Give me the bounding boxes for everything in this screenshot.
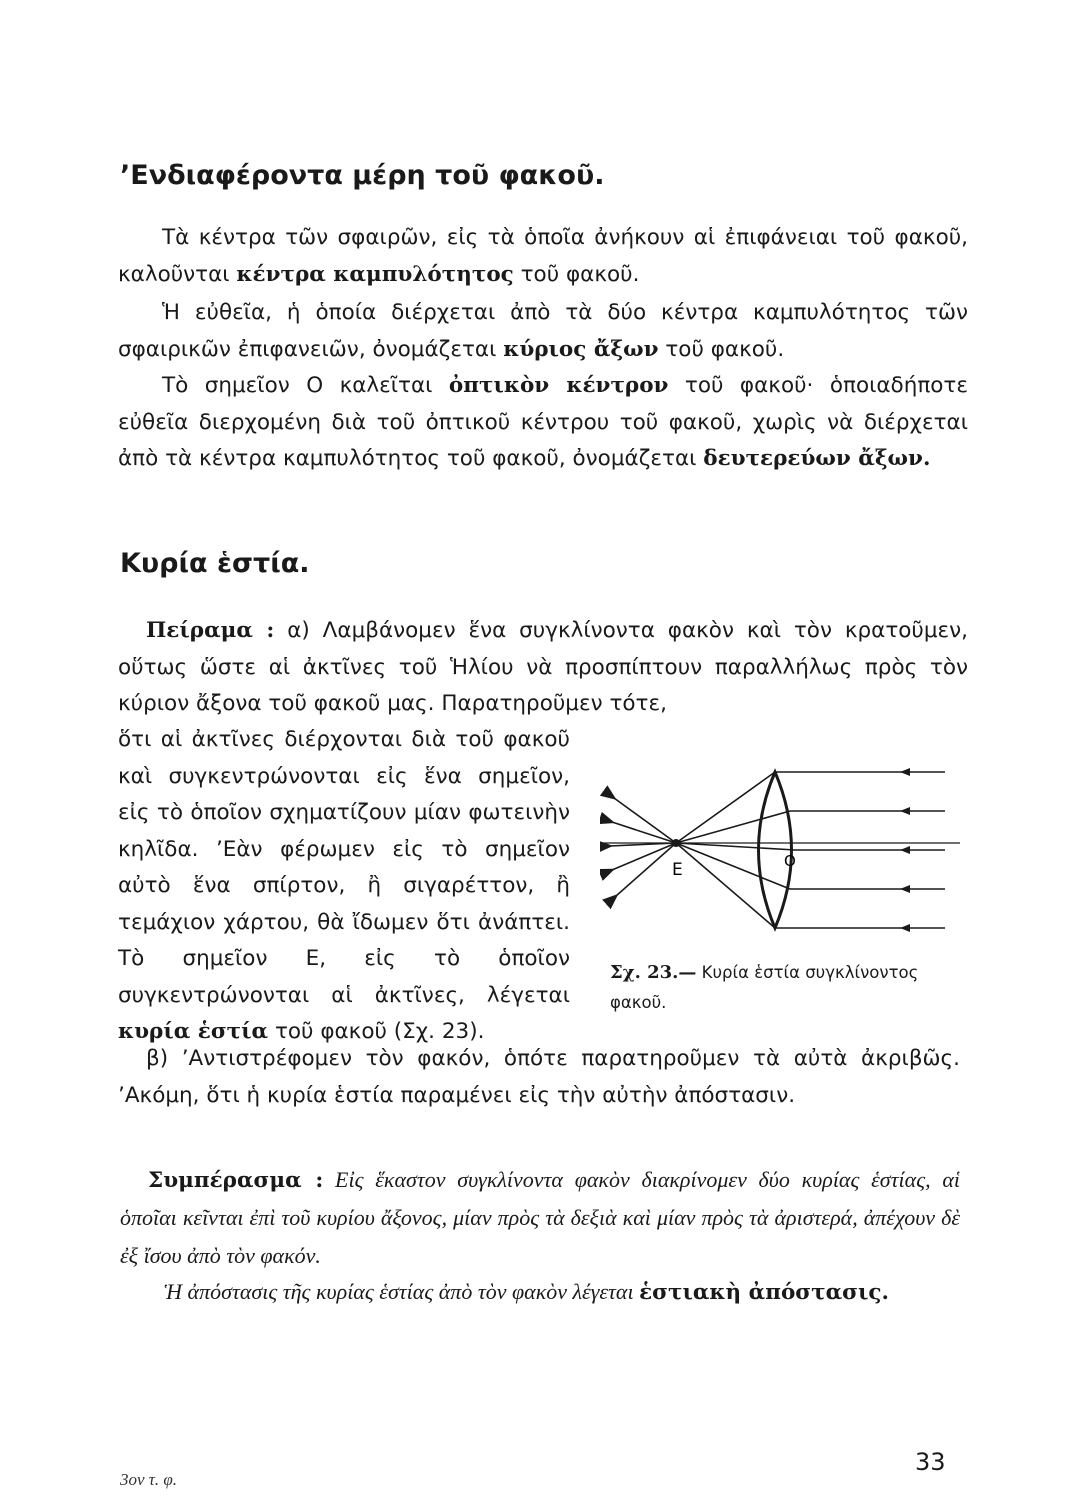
heading-principal-focus: Κυρία ἑστία.	[120, 548, 310, 579]
text: α) Λαμβάνομεν ἕνα συγκλίνοντα φακὸν καὶ τὸν κρατοῦμεν, οὕτως ὥστε αἱ ἀκτῖνες τοῦ Ἡλίου νὰ προσπίπτουν παραλλήλως πρὸς τὸν κύριον ἄξονα τοῦ φακοῦ μας. Παρατηροῦμεν τότε,	[118, 618, 968, 716]
footer-signature: 3ον τ. φ.	[120, 1470, 178, 1489]
text: Τὸ σημεῖον Ο καλεῖται	[162, 373, 449, 398]
text: τοῦ φακοῦ.	[658, 336, 785, 362]
arrow-icon	[900, 846, 910, 854]
paragraph-curvature-centers	[118, 220, 968, 293]
arrow-icon	[900, 885, 910, 893]
text: τοῦ φακοῦ· ὁποιαδήποτε εὐθεῖα διερχομένη διὰ τοῦ ὀπτικοῦ κέντρου τοῦ φακοῦ, χωρὶς νὰ διέρχεται ἀπὸ τὰ κέντρα καμπυλότητος τοῦ φακοῦ, ὀνομάζεται	[118, 373, 968, 471]
ray	[676, 811, 790, 843]
focus-point	[672, 839, 680, 847]
ray	[616, 843, 676, 896]
caption-number: Σχ. 23.—	[610, 962, 697, 983]
paragraph-principal-axis	[118, 295, 968, 368]
experiment-label: Πείραμα :	[146, 618, 275, 643]
text: Ἡ ἀπόστασις τῆς κυρίας ἑστίας ἀπὸ τὸν φακὸν λέγεται	[164, 1279, 640, 1304]
paragraph-conclusion	[120, 1161, 960, 1275]
page-number: 33	[915, 1448, 946, 1476]
text: Ἡ εὐθεῖα, ἡ ὁποία διέρχεται ἀπὸ τὰ δύο κέντρα καμπυλότητος τῶν σφαιρικῶν ἐπιφανειῶν, ὀνομάζεται	[118, 300, 968, 362]
text: β) ’Αντιστρέφομεν τὸν φακόν, ὁπότε παρατηροῦμεν τὰ αὐτὰ ἀκριβῶς. ’Ακόμη, ὅτι ἡ κυρία ἑστία παραμένει εἰς τὴν αὐτὴν ἀπόστασιν.	[118, 1046, 960, 1108]
ray	[676, 843, 790, 889]
text: ὅτι αἱ ἀκτῖνες διέρχονται διὰ τοῦ φακοῦ καὶ συγκεντρώνονται εἰς ἕνα σημεῖον, εἰς τὸ ὁποῖον σχηματίζουν μίαν φωτεινὴν κηλῖδα. ’Εὰν φέρωμεν εἰς τὸ σημεῖον αὐτὸ ἕνα σπίρτον, ἢ σιγαρέττον, ἢ τεμάχιον χάρτου, θὰ ἴδωμεν ὅτι ἀνάπτει. Τὸ σημεῖον Ε, εἰς τὸ ὁποῖον συγκεντρώνονται αἱ ἀκτῖνες, λέγεται	[118, 727, 570, 1008]
arrow-icon	[900, 807, 910, 815]
figure-caption	[610, 958, 970, 1018]
ray	[614, 798, 676, 843]
term-principal-axis: κύριος ἄξων	[503, 336, 659, 362]
arrow-icon	[900, 768, 910, 776]
paragraph-optical-center	[118, 368, 968, 478]
ray	[612, 822, 676, 843]
conclusion-label: Συμπέρασμα :	[148, 1168, 324, 1193]
paragraph-focal-length	[120, 1273, 960, 1311]
ray	[612, 843, 676, 870]
paragraph-experiment-cont	[118, 722, 570, 1051]
text: Τὰ κέντρα τῶν σφαιρῶν, εἰς τὰ ὁποῖα ἀνήκουν αἱ ἐπιφάνειαι τοῦ φακοῦ, καλοῦνται	[118, 225, 968, 287]
conclusion-text: Εἰς ἕκαστον συγκλίνοντα φακὸν διακρίνομεν δύο κυρίας ἑστίας, αἱ ὁποῖαι κεῖνται ἐπὶ τοῦ κυρίου ἄξονος, μίαν πρὸς τὰ δεξιὰ καὶ μίαν πρὸς τὰ ἀριστερά, ἀπέχουν δὲ ἐξ ἴσου ἀπὸ τὸν φακόν.	[120, 1167, 961, 1268]
text: τοῦ φακοῦ (Σχ. 23).	[268, 1019, 485, 1044]
heading-lens-parts: ’Ενδιαφέροντα μέρη τοῦ φακοῦ.	[120, 160, 605, 191]
label-E: Ε	[672, 860, 683, 880]
paragraph-experiment	[118, 613, 968, 723]
term-principal-focus: κυρία ἑστία	[118, 1019, 269, 1044]
label-O: Ο	[784, 852, 796, 870]
term-secondary-axis: δευτερεύων ἄξων.	[703, 446, 931, 471]
ray	[676, 843, 775, 928]
figure-converging-lens	[600, 760, 960, 940]
arrow-icon	[900, 924, 910, 932]
caption-text: Κυρία ἑστία συγκλίνοντος φακοῦ.	[610, 963, 919, 1012]
term-focal-length: ἑστιακὴ ἀπόστασις.	[639, 1280, 889, 1305]
term-optical-center: ὀπτικὸν κέντρον	[448, 373, 669, 398]
paragraph-beta	[118, 1041, 960, 1114]
ray	[676, 843, 795, 850]
text: τοῦ φακοῦ.	[513, 261, 640, 287]
term-curvature-centers: κέντρα καμπυλότητος	[236, 261, 514, 287]
